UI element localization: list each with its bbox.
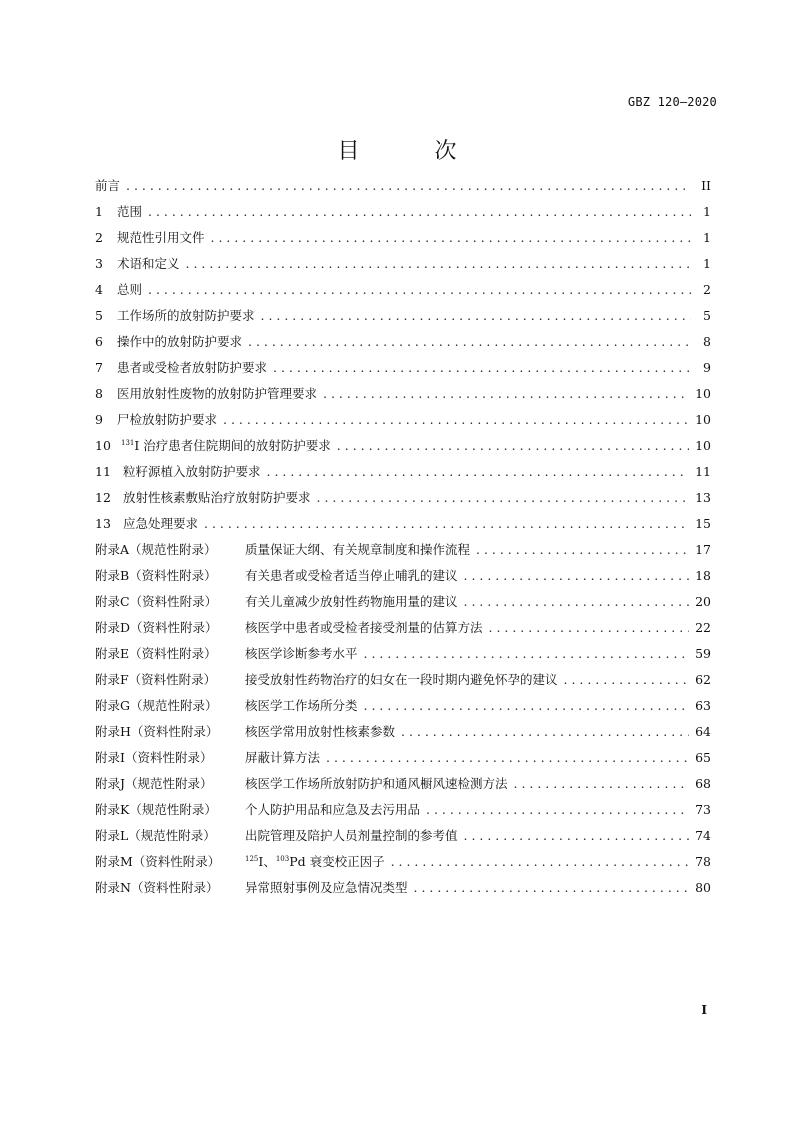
toc-entry-4[interactable] <box>95 277 711 303</box>
appendix-category: 附录G（规范性附录） <box>95 698 218 713</box>
appendix-category: 附录F（资料性附录） <box>95 672 217 687</box>
toc-entry-page: 63 <box>695 698 711 713</box>
toc-appendix-h[interactable] <box>95 719 711 745</box>
toc-entry-number: 2 <box>95 230 103 245</box>
toc-entry-number: 6 <box>95 334 103 349</box>
toc-entry-label <box>95 797 420 823</box>
toc-entry-label: 2 规范性引用文件 <box>95 225 205 251</box>
toc-entry-page: 9 <box>703 360 711 375</box>
toc-entry-page: 80 <box>695 880 711 895</box>
toc-appendix-i[interactable] <box>95 745 711 771</box>
appendix-category: 附录I（资料性附录） <box>95 750 213 765</box>
dot-leader <box>323 381 689 407</box>
dot-leader <box>261 303 691 329</box>
toc-entry-number: 5 <box>95 308 103 323</box>
dot-leader <box>464 823 690 849</box>
appendix-title: 有关儿童减少放射性药物施用量的建议 <box>245 594 458 609</box>
toc-entry-page: 1 <box>703 204 711 219</box>
toc-entry-label: 前言 <box>95 178 121 193</box>
appendix-title: 核医学中患者或受检者接受剂量的估算方法 <box>245 620 483 635</box>
toc-appendix-c[interactable] <box>95 589 711 615</box>
toc-entry-label <box>95 719 395 745</box>
toc-appendix-b[interactable] <box>95 563 711 589</box>
toc-entry-number: 9 <box>95 412 103 427</box>
toc-entry-9[interactable] <box>95 407 711 433</box>
appendix-title: 接受放射性药物治疗的妇女在一段时期内避免怀孕的建议 <box>245 672 558 687</box>
toc-entry-label: 9 尸检放射防护要求 <box>95 407 217 433</box>
dot-leader <box>186 251 691 277</box>
dot-leader <box>414 875 690 901</box>
toc-entry-page: II <box>701 178 711 193</box>
toc-entry-8[interactable] <box>95 381 711 407</box>
toc-entry-12[interactable] <box>95 485 711 511</box>
dot-leader <box>391 849 690 875</box>
toc-entry-13[interactable] <box>95 511 711 537</box>
toc-entry-page: 73 <box>695 802 711 817</box>
toc-entry-label <box>95 875 408 901</box>
toc-entry-number: 8 <box>95 386 103 401</box>
dot-leader <box>126 173 691 199</box>
toc-entry-page: 8 <box>703 334 711 349</box>
toc-appendix-g[interactable] <box>95 693 711 719</box>
toc-entry-page: 74 <box>695 828 711 843</box>
toc-appendix-e[interactable] <box>95 641 711 667</box>
toc-entry-page: 62 <box>695 672 711 687</box>
appendix-category: 附录D（资料性附录） <box>95 620 218 635</box>
dot-leader <box>426 797 689 823</box>
appendix-title: 异常照射事例及应急情况类型 <box>245 880 408 895</box>
toc-entry-3[interactable] <box>95 251 711 277</box>
appendix-title: 个人防护用品和应急及去污用品 <box>245 802 421 817</box>
dot-leader <box>267 459 690 485</box>
isotope-superscript: 125 <box>245 855 259 863</box>
toc-entry-page: 5 <box>703 308 711 323</box>
toc-appendix-k[interactable] <box>95 797 711 823</box>
dot-leader <box>148 277 691 303</box>
dot-leader <box>564 667 690 693</box>
toc-entry-label <box>95 745 320 771</box>
appendix-category: 附录M（资料性附录） <box>95 854 221 869</box>
appendix-title: Pd 衰变校正因子 <box>289 854 385 869</box>
toc-entry-number: 3 <box>95 256 103 271</box>
toc-entry-page: 2 <box>703 282 711 297</box>
appendix-category: 附录B（资料性附录） <box>95 568 217 583</box>
toc-entry-page: 11 <box>695 464 711 479</box>
appendix-category: 附录H（资料性附录） <box>95 724 219 739</box>
toc-entry-label: 附录M（资料性附录） $^{125}$I、$^{103}$Pd 衰变校正因子 <box>95 849 385 875</box>
dot-leader <box>204 511 689 537</box>
toc-entry-label: 1 范围 <box>95 199 142 225</box>
toc-entry-label: 7 患者或受检者放射防护要求 <box>95 355 267 381</box>
appendix-title: 核医学常用放射性核素参数 <box>245 724 396 739</box>
toc-entry-label <box>95 563 458 589</box>
toc-entry-label: 6 操作中的放射防护要求 <box>95 329 242 355</box>
toc-entry-number: 1 <box>95 204 103 219</box>
toc-entry-page: 78 <box>695 854 711 869</box>
dot-leader <box>211 225 691 251</box>
appendix-title: 核医学诊断参考水平 <box>245 646 358 661</box>
toc-entry-label <box>95 615 483 641</box>
toc-entry-page: 10 <box>695 386 711 401</box>
toc-entry-6[interactable] <box>95 329 711 355</box>
toc-entry-label <box>95 641 358 667</box>
toc-entry-page: 13 <box>695 490 711 505</box>
dot-leader <box>317 485 690 511</box>
toc-entry-number: 10 <box>95 438 111 453</box>
appendix-category: 附录A（规范性附录） <box>95 542 217 557</box>
table-of-contents <box>95 173 711 901</box>
dot-leader <box>326 745 689 771</box>
toc-entry-page: 15 <box>695 516 711 531</box>
toc-entry-label <box>95 537 470 563</box>
dot-leader <box>273 355 691 381</box>
toc-entry-number: 7 <box>95 360 103 375</box>
dot-leader <box>248 329 691 355</box>
toc-entry-5[interactable] <box>95 303 711 329</box>
toc-entry-label <box>95 693 358 719</box>
toc-entry-label: 5 工作场所的放射防护要求 <box>95 303 255 329</box>
toc-entry-page: 1 <box>703 256 711 271</box>
toc-appendix-a[interactable] <box>95 537 711 563</box>
appendix-title: 核医学工作场所放射防护和通风橱风速检测方法 <box>245 776 508 791</box>
dot-leader <box>476 537 689 563</box>
toc-entry-foreword[interactable] <box>95 173 711 199</box>
dot-leader <box>401 719 689 745</box>
standard-code: GBZ 120—2020 <box>627 95 717 109</box>
toc-appendix-j[interactable] <box>95 771 711 797</box>
appendix-title: 出院管理及陪护人员剂量控制的参考值 <box>245 828 458 843</box>
toc-entry-2[interactable] <box>95 225 711 251</box>
toc-title: 目 次 <box>337 139 491 164</box>
isotope-superscript: 131 <box>121 439 135 447</box>
appendix-title: 屏蔽计算方法 <box>245 750 321 765</box>
appendix-title: 质量保证大纲、有关规章制度和操作流程 <box>245 542 471 557</box>
toc-entry-label <box>95 589 458 615</box>
toc-entry-label: 10 $^{131}$I 治疗患者住院期间的放射防护要求 <box>95 433 331 459</box>
toc-entry-page: 68 <box>695 776 711 791</box>
toc-entry-number: 4 <box>95 282 103 297</box>
toc-entry-number: 11 <box>95 464 111 479</box>
appendix-category: 附录K（规范性附录） <box>95 802 217 817</box>
toc-appendix-n[interactable] <box>95 875 711 901</box>
toc-appendix-l[interactable] <box>95 823 711 849</box>
toc-entry-page: 18 <box>695 568 711 583</box>
toc-entry-label <box>95 823 458 849</box>
toc-entry-label: 4 总则 <box>95 277 142 303</box>
toc-entry-page: 22 <box>695 620 711 635</box>
dot-leader <box>464 563 690 589</box>
appendix-category: 附录E（资料性附录） <box>95 646 217 661</box>
dot-leader <box>514 771 690 797</box>
dot-leader <box>464 589 690 615</box>
toc-entry-page: 17 <box>695 542 711 557</box>
appendix-category: 附录L（规范性附录） <box>95 828 216 843</box>
toc-entry-11[interactable] <box>95 459 711 485</box>
appendix-category: 附录J（规范性附录） <box>95 776 213 791</box>
toc-entry-page: 65 <box>695 750 711 765</box>
toc-appendix-f[interactable] <box>95 667 711 693</box>
appendix-category: 附录N（资料性附录） <box>95 880 219 895</box>
toc-entry-label: 13 应急处理要求 <box>95 511 198 537</box>
toc-entry-label: 8 医用放射性废物的放射防护管理要求 <box>95 381 317 407</box>
isotope-superscript: 103 <box>275 855 290 863</box>
toc-entry-label: 3 术语和定义 <box>95 251 180 277</box>
appendix-title: 核医学工作场所分类 <box>245 698 358 713</box>
toc-entry-page: 10 <box>695 412 711 427</box>
dot-leader <box>364 693 690 719</box>
toc-entry-1[interactable] <box>95 199 711 225</box>
toc-entry-label <box>95 771 508 797</box>
toc-entry-number: 12 <box>95 490 111 505</box>
toc-appendix-d[interactable] <box>95 615 711 641</box>
dot-leader <box>148 199 691 225</box>
toc-entry-page: 20 <box>695 594 711 609</box>
dot-leader <box>364 641 690 667</box>
page-number: I <box>701 1003 707 1017</box>
toc-entry-7[interactable] <box>95 355 711 381</box>
appendix-title: 有关患者或受检者适当停止哺乳的建议 <box>245 568 458 583</box>
toc-entry-label: 11 粒籽源植入放射防护要求 <box>95 459 261 485</box>
toc-entry-number: 13 <box>95 516 111 531</box>
toc-entry-page: 64 <box>695 724 711 739</box>
toc-entry-10[interactable] <box>95 433 711 459</box>
dot-leader <box>223 407 689 433</box>
dot-leader <box>337 433 689 459</box>
toc-entry-label <box>95 667 558 693</box>
toc-entry-label: 12 放射性核素敷贴治疗放射防护要求 <box>95 485 311 511</box>
toc-entry-page: 1 <box>703 230 711 245</box>
dot-leader <box>489 615 690 641</box>
appendix-category: 附录C（资料性附录） <box>95 594 218 609</box>
toc-appendix-m[interactable] <box>95 849 711 875</box>
toc-entry-page: 10 <box>695 438 711 453</box>
toc-entry-page: 59 <box>695 646 711 661</box>
